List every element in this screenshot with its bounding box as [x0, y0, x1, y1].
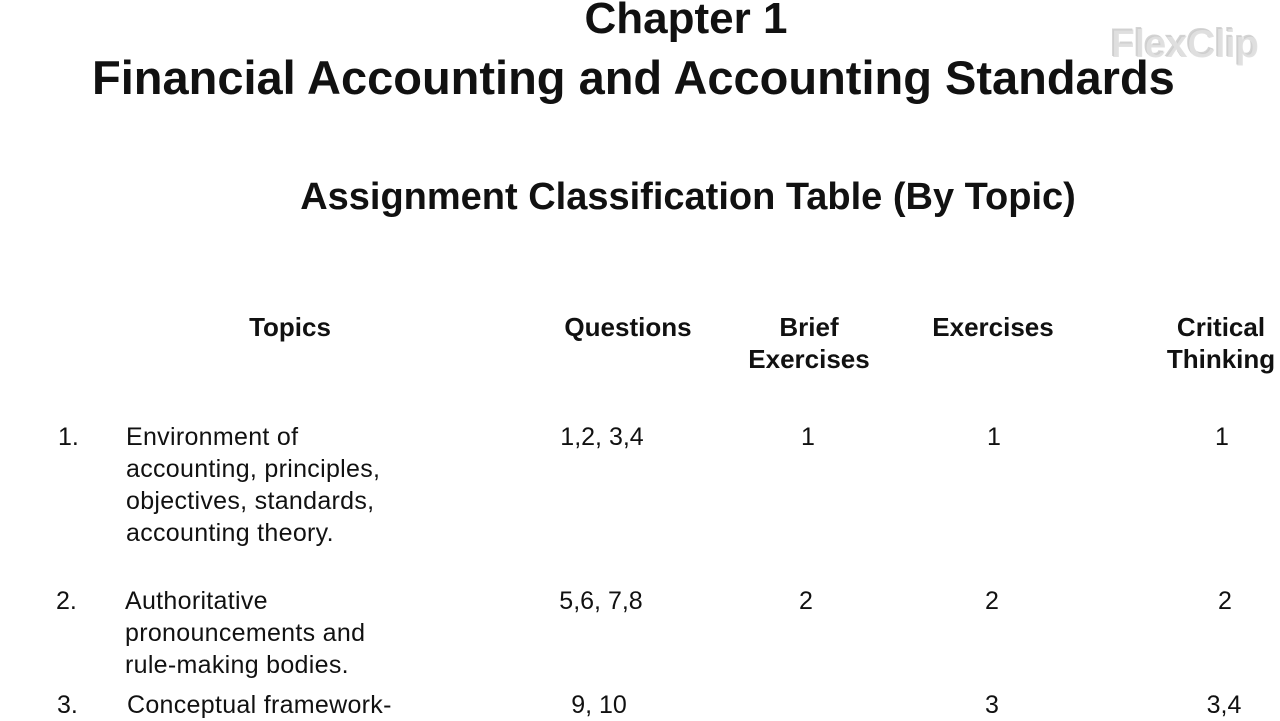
row-2-number: 2. [56, 587, 77, 615]
header-critical-thinking: Critical Thinking [1166, 312, 1276, 374]
row-1-number: 1. [58, 423, 79, 451]
header-questions: Questions [564, 312, 692, 342]
row-2-questions: 5,6, 7,8 [559, 587, 643, 615]
row-2-brief-exercises: 2 [799, 587, 813, 615]
header-brief-exercises: Brief Exercises [748, 312, 870, 374]
row-3-critical-thinking: 3,4 [1206, 691, 1242, 719]
table-title: Assignment Classification Table (By Topic) [300, 176, 1076, 218]
row-1-critical-thinking: 1 [1215, 423, 1229, 451]
row-1-exercises: 1 [987, 423, 1001, 451]
header-topics: Topics [249, 312, 331, 342]
row-1-topic: Environment of accounting, principles, objectives, standards, accounting theory. [126, 423, 381, 547]
row-3-topic: Conceptual framework- [127, 691, 392, 719]
row-2-critical-thinking: 2 [1218, 587, 1232, 615]
row-3-questions: 9, 10 [571, 691, 627, 719]
row-1-questions: 1,2, 3,4 [560, 423, 644, 451]
row-3-exercises: 3 [985, 691, 999, 719]
chapter-heading: Chapter 1 [584, 0, 788, 43]
row-3-number: 3. [57, 691, 78, 719]
row-2-exercises: 2 [985, 587, 999, 615]
flexclip-watermark-logo: FlexClip [1110, 22, 1258, 66]
header-exercises: Exercises [932, 312, 1054, 342]
row-2-topic: Authoritative pronouncements and rule-making bodies. [125, 587, 366, 679]
document-title: Financial Accounting and Accounting Standards [92, 51, 1175, 104]
row-1-brief-exercises: 1 [801, 423, 815, 451]
